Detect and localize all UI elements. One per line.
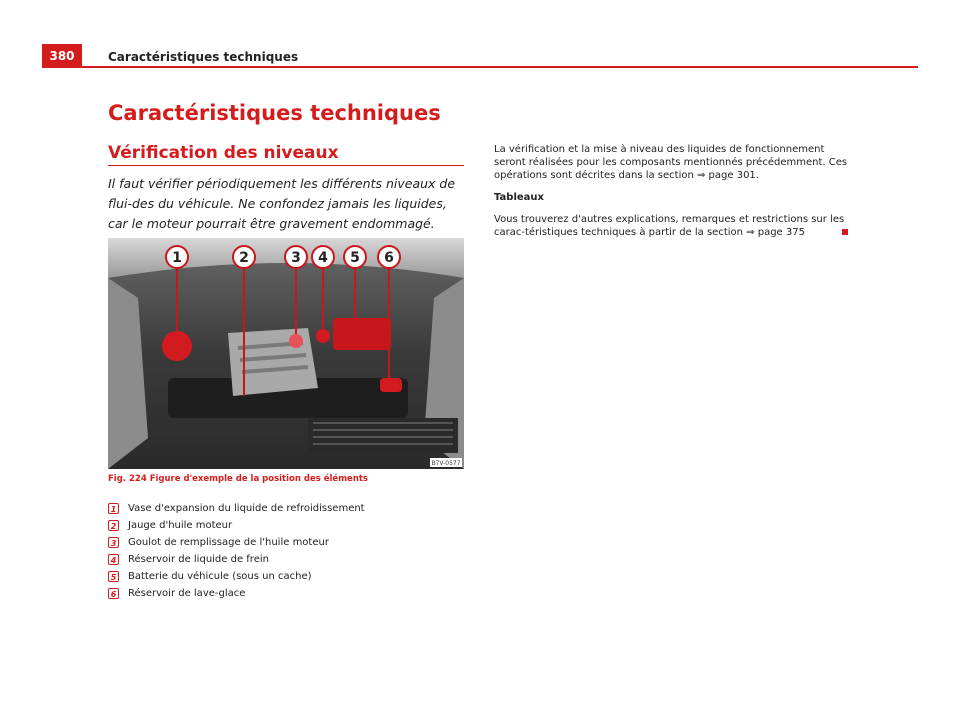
section-heading: Vérification des niveaux bbox=[108, 143, 339, 163]
washer-reservoir bbox=[380, 378, 402, 392]
svg-text:3: 3 bbox=[291, 250, 301, 266]
page-number: 380 bbox=[42, 44, 82, 68]
legend-text: Réservoir de liquide de frein bbox=[128, 554, 269, 565]
right-paragraph-1: La vérification et la mise à niveau des liquides de fonctionnement seront réalisées pour les composants mentionnés précédemment. Ces opérations sont décrites dans la section ⇒ page 301. bbox=[494, 144, 848, 181]
legend-item bbox=[108, 534, 365, 551]
legend-number: 1 bbox=[108, 503, 119, 514]
legend-number: 5 bbox=[108, 571, 119, 582]
brake-reservoir bbox=[316, 329, 330, 343]
legend-text: Batterie du véhicule (sous un cache) bbox=[128, 571, 312, 582]
svg-text:1: 1 bbox=[172, 250, 182, 266]
battery-cover bbox=[333, 318, 391, 350]
callout-5 bbox=[344, 246, 366, 268]
engine-bay-figure bbox=[108, 238, 464, 469]
callout-1 bbox=[166, 246, 188, 268]
end-of-section-marker bbox=[842, 229, 848, 235]
running-header: Caractéristiques techniques bbox=[108, 50, 299, 64]
callout-3 bbox=[285, 246, 307, 268]
coolant-cap bbox=[162, 331, 192, 361]
legend-item bbox=[108, 551, 365, 568]
legend-list bbox=[108, 500, 365, 602]
section-rule bbox=[108, 165, 464, 166]
legend-number: 6 bbox=[108, 588, 119, 599]
legend-text: Goulot de remplissage de l'huile moteur bbox=[128, 537, 329, 548]
legend-number: 2 bbox=[108, 520, 119, 531]
oil-cap bbox=[289, 334, 303, 348]
legend-number: 4 bbox=[108, 554, 119, 565]
legend-item bbox=[108, 585, 365, 602]
header-rule bbox=[82, 66, 918, 68]
callout-4 bbox=[312, 246, 334, 268]
legend-text: Réservoir de lave-glace bbox=[128, 588, 246, 599]
legend-number: 3 bbox=[108, 537, 119, 548]
right-column bbox=[494, 143, 854, 248]
svg-text:5: 5 bbox=[350, 250, 360, 266]
right-paragraph-2: Vous trouverez d'autres explications, remarques et restrictions sur les carac-téristiques techniques à partir de la section ⇒ page 375 bbox=[494, 214, 845, 238]
legend-text: Vase d'expansion du liquide de refroidissement bbox=[128, 503, 365, 514]
tables-subheading: Tableaux bbox=[494, 192, 544, 203]
page-title: Caractéristiques techniques bbox=[108, 101, 441, 125]
svg-text:6: 6 bbox=[384, 250, 394, 266]
legend-item bbox=[108, 568, 365, 585]
lead-paragraph: Il faut vérifier périodiquement les différents niveaux de flui-des du véhicule. Ne confondez jamais les liquides, car le moteur pourrait être gravement endommagé. bbox=[108, 176, 456, 231]
svg-text:2: 2 bbox=[239, 250, 249, 266]
legend-item bbox=[108, 500, 365, 517]
figure-caption: Fig. 224 Figure d'exemple de la position des éléments bbox=[108, 474, 368, 484]
legend-text: Jauge d'huile moteur bbox=[128, 520, 233, 531]
legend-item bbox=[108, 517, 365, 534]
callout-2 bbox=[233, 246, 255, 268]
svg-text:4: 4 bbox=[318, 250, 328, 266]
callout-6 bbox=[378, 246, 400, 268]
figure-code: B7V-0577 bbox=[431, 460, 461, 467]
engine-cover bbox=[228, 328, 318, 396]
